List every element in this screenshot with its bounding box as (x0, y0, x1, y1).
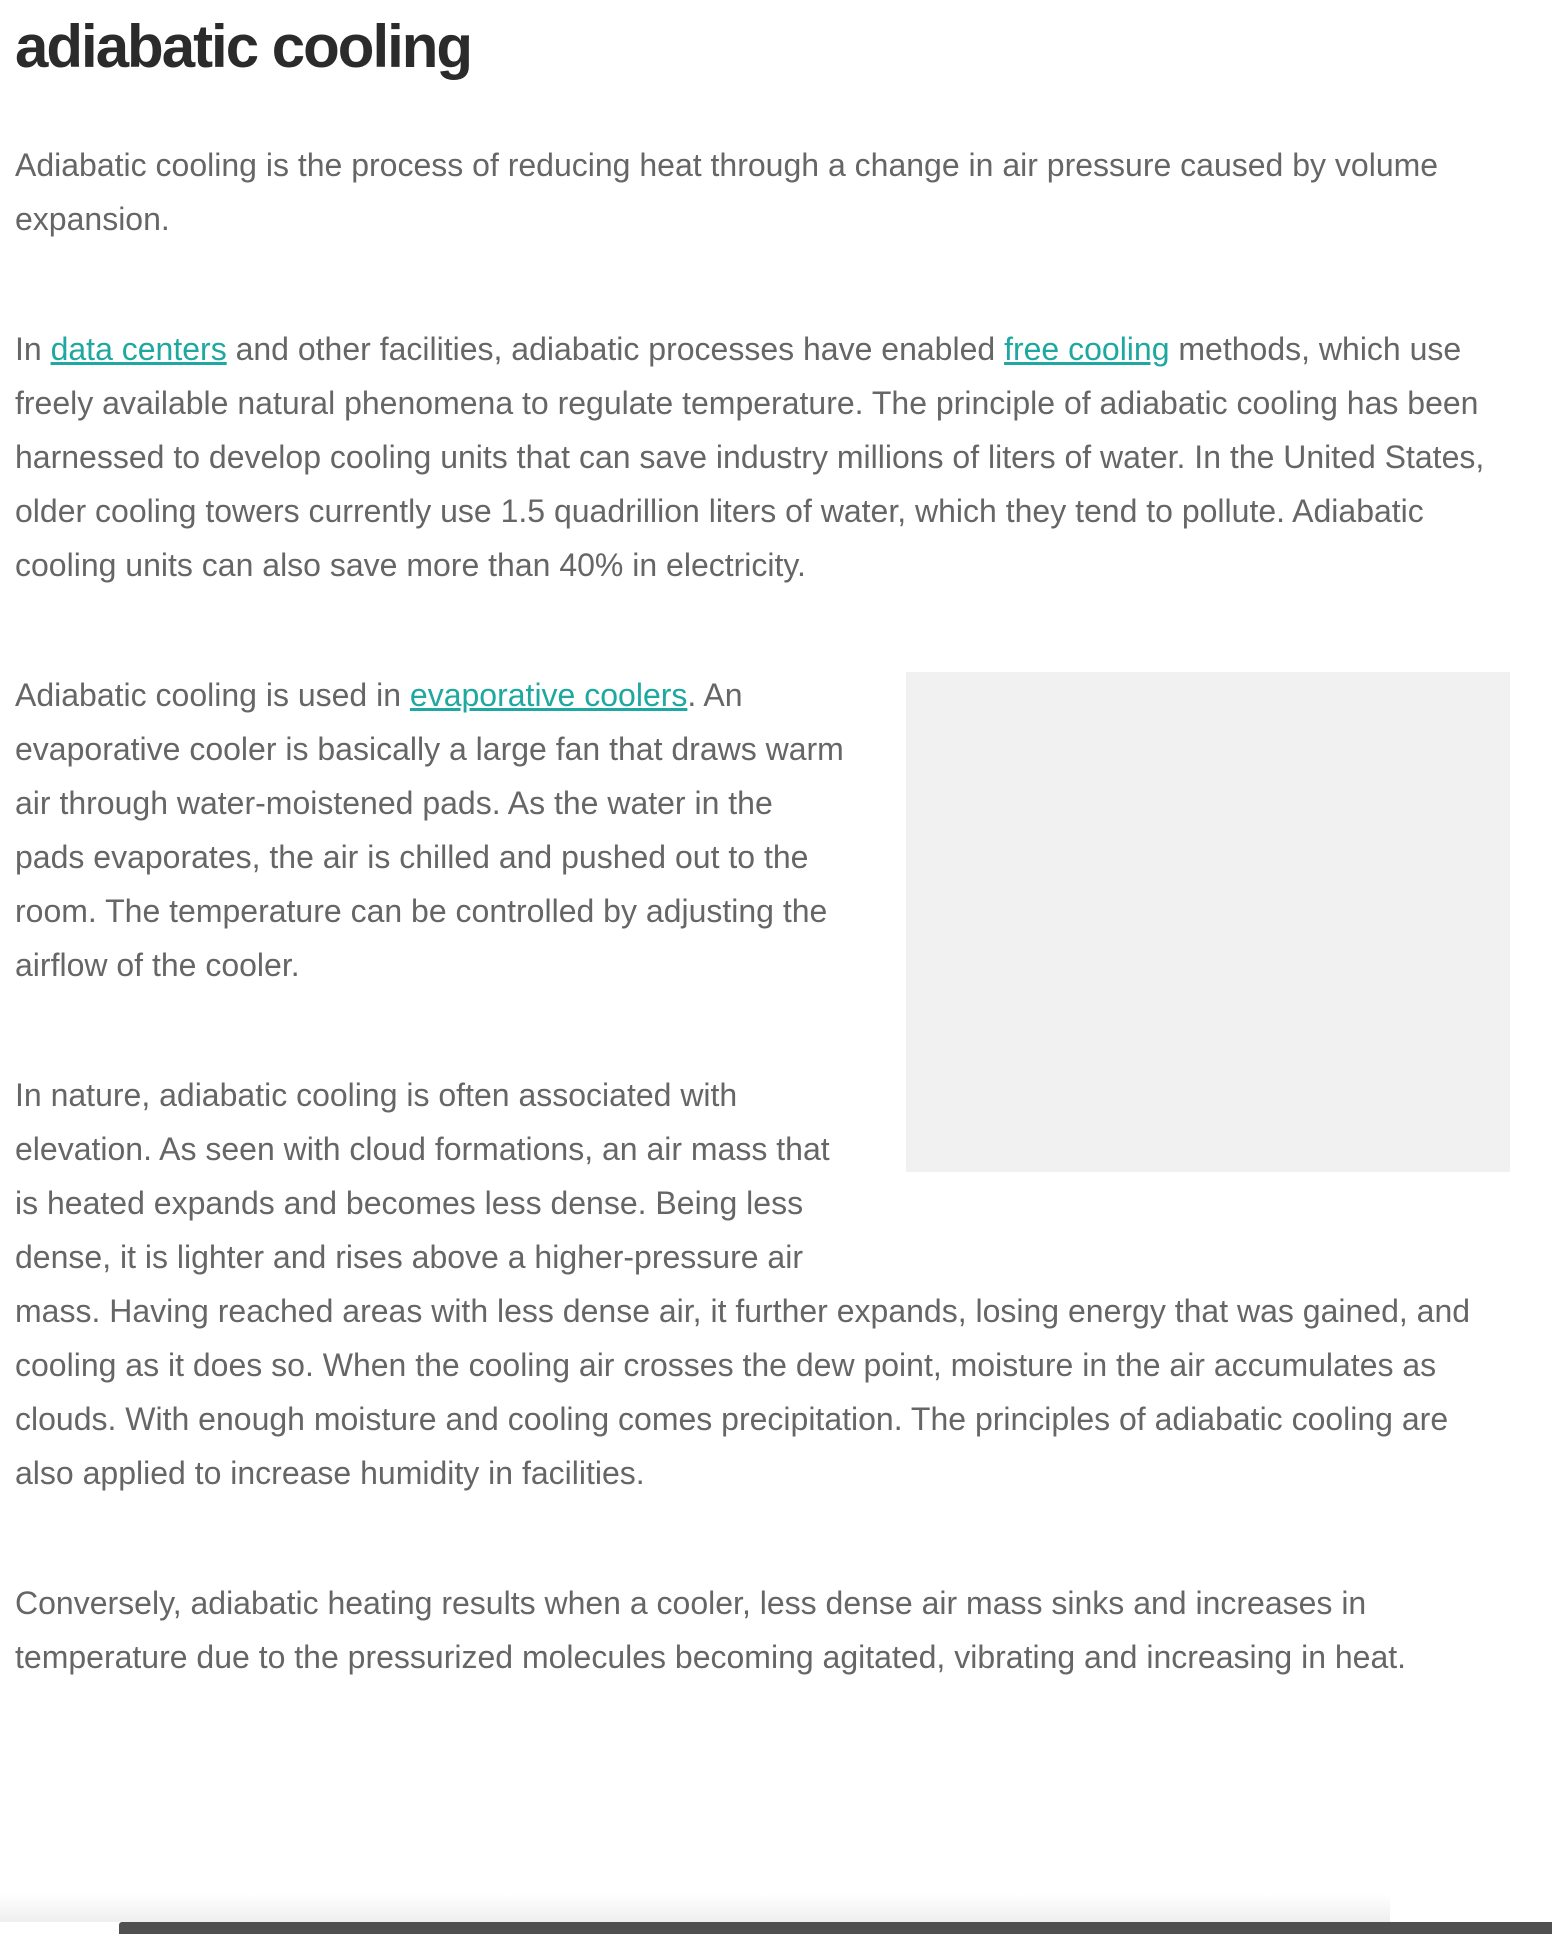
text-run: Conversely, adiabatic heating results when a cooler, less dense air mass sinks and increases in temperature due to the pressurized molecules becoming agitated, vibrating and increasing in heat. (15, 1585, 1407, 1675)
paragraph (15, 322, 1510, 592)
article-image-placeholder (906, 672, 1510, 1172)
page-title: adiabatic cooling (15, 13, 472, 80)
article-body (15, 138, 1510, 1684)
link-evaporative-coolers[interactable]: evaporative coolers (409, 677, 688, 713)
text-run: and other facilities, adiabatic processes have enabled (226, 331, 1005, 367)
bottom-bar (119, 1922, 1552, 1934)
text-run: In nature, adiabatic cooling is often associated with elevation. As seen with cloud formations, an air mass that is heated expands and becomes less dense. Being less dense, it is lighter and rises above a higher-pressure air mass. Having reached areas with less dense air, it further expands, losing energy that was gained, and cooling as it does so. When the cooling air crosses the dew point, moisture in the air accumulates as clouds. With enough moisture and cooling comes precipitation. The principles of adiabatic cooling are also applied to increase humidity in facilities. (15, 1077, 1471, 1491)
paragraph (15, 1576, 1510, 1684)
paragraph (15, 668, 1510, 992)
text-run: Adiabatic cooling is used in (15, 677, 410, 713)
text-run: . An evaporative cooler is basically a large fan that draws warm air through water-moistened pads. As the water in the pads evaporates, the air is chilled and pushed out to the room. The temperature can be controlled by adjusting the airflow of the cooler. (15, 677, 844, 983)
text-run: Adiabatic cooling is the process of reducing heat through a change in air pressure caused by volume expansion. (15, 147, 1439, 237)
link-free-cooling[interactable]: free cooling (1004, 331, 1170, 367)
text-run: methods, which use freely available natural phenomena to regulate temperature. The principle of adiabatic cooling has been harnessed to develop cooling units that can save industry millions of liters of water. In the United States, older cooling towers currently use 1.5 quadrillion liters of water, which they tend to pollute. Adiabatic cooling units can also save more than 40% in electricity. (15, 331, 1485, 583)
text-run: In (15, 331, 51, 367)
paragraph (15, 138, 1510, 246)
bottom-shadow-gradient (0, 1894, 1390, 1922)
link-data-centers[interactable]: data centers (50, 331, 227, 367)
